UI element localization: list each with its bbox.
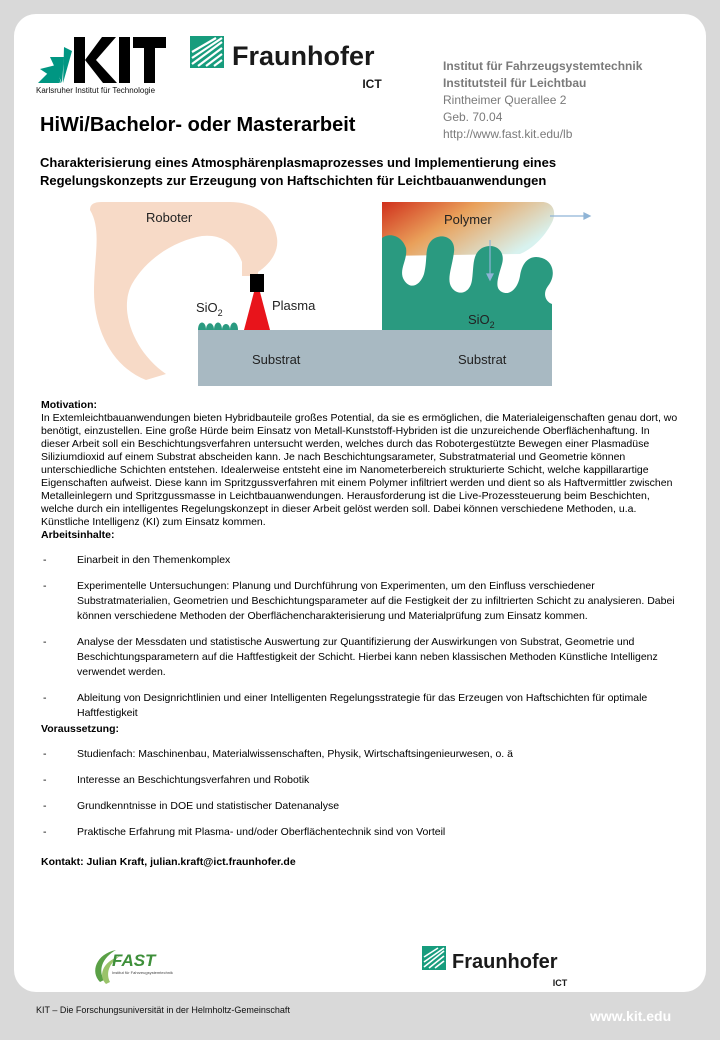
page-title: HiWi/Bachelor- oder Masterarbeit [40, 114, 356, 136]
plasma-nozzle [250, 274, 264, 292]
fast-logo [86, 942, 176, 988]
kit-subtitle: Karlsruher Institut für Technologie [36, 86, 156, 95]
fraunhofer-logo-bottom [422, 946, 582, 992]
sio2-sub-left: 2 [217, 308, 223, 318]
contact-line[interactable]: Kontakt: Julian Kraft, julian.kraft@ict.fraunhofer.de [41, 856, 296, 868]
address-line-street: Rintheimer Querallee 2 [443, 93, 567, 107]
polymer-label: Polymer [444, 212, 492, 227]
footer-tagline: KIT – Die Forschungsuniversität in der Helmholtz-Gemeinschaft [36, 1005, 290, 1015]
list-item: - Analyse der Messdaten und statistische Auswertung zur Quantifizierung der Auswirkungen von Substrat, Geometrie und Beschichtungsparametern auf die Haftfestigkeit der Schicht. Hierbei kann neben klassischen Methoden Künstliche Intelligenz verwendet werden. [41, 635, 681, 680]
list-item: - Studienfach: Maschinenbau, Materialwissenschaften, Physik, Wirtschaftsingenieurwesen, o. ä [41, 747, 681, 762]
address-line-institute: Institut für Fahrzeugsystemtechnik [443, 59, 643, 73]
substrate-label-right: Substrat [458, 352, 507, 367]
robot-label: Roboter [146, 210, 193, 225]
institute-address [443, 58, 642, 143]
address-line-url[interactable]: http://www.fast.kit.edu/lb [443, 127, 573, 141]
list-item: - Experimentelle Untersuchungen: Planung und Durchführung von Experimenten, um den Einfluss verschiedener Substratmaterialien, Geometrien und Beschichtungsparameter auf die Festigkeit der zu infiltrierten Schicht zu analysieren. Dabei können verschiedene Methoden der Oberflächencharakterisierung und Materialprüfung zum Einsatz kommen. [41, 579, 681, 624]
list-item: - Einarbeit in den Themenkomplex [41, 553, 681, 568]
fast-name: FAST [112, 951, 156, 970]
fraunhofer-unit: ICT [362, 77, 382, 91]
fraunhofer-name: Fraunhofer [232, 41, 375, 71]
list-item: - Grundkenntnisse in DOE und statistischer Datenanalyse [41, 799, 681, 814]
sio2-coating-left [198, 323, 238, 331]
fraunhofer-name-bottom: Fraunhofer [452, 951, 558, 973]
sio2-text-right: SiO [468, 312, 490, 327]
fast-sub: Institut für Fahrzeugsystemtechnik [112, 970, 173, 975]
sio2-text-left: SiO [196, 300, 218, 315]
work-list [41, 553, 681, 721]
motivation-heading: Motivation: [41, 399, 97, 411]
motivation-text: In Extemleichtbauanwendungen bieten Hybridbauteile großes Potential, da sie es ermöglichen, die Materialeigenschaften genau dort, wo benötigt, einzustellen. Eine große Hürde beim Einsatz von Metall-Kunststoff-Hybriden ist die unzureichende Oberflächenhaftung. In dieser Arbeit soll ein Beschichtungsverfahren untersucht werden, welches durch das Robotergestützte Bewegen einer Plasmadüse Siliziumdioxid auf einem Substrat abscheiden kann. Je nach Beschichtungsarameter, Substratmaterial und Geometrie können unterschiedliche Schichten entstehen. Idealerweise entsteht eine im Nanometerbereich strukturierte Schicht, welche kappillarartige Eigenschaften aufweist. Diese kann im Spritzgussverfahren mit einem Polymer infiltriert werden und dient so als Haftvermittler zwischen Metalleinlegern und Spritzgussmasse in Leichtbauanwendungen. Herausforderung ist die Live-Prozessteuerung beim Beschichten, welche durch ein intelligentes Regelungskonzept in dieser Arbeit gelöst werden soll. Dabei können verschiedene Methoden, u.a. Künstliche Intelligenz (KI) zum Einsatz kommen. [41, 412, 678, 528]
plasma-label: Plasma [272, 298, 316, 313]
list-item: - Praktische Erfahrung mit Plasma- und/oder Oberflächentechnik sind von Vorteil [41, 825, 681, 840]
plasma-jet [244, 292, 270, 330]
fraunhofer-unit-bottom: ICT [552, 978, 568, 988]
list-item: - Ableitung von Designrichtlinien und einer Intelligenten Regelungsstrategie für das Erzeugen von Haftschichten für optimale Haftfestigkeit [41, 691, 681, 721]
address-line-department: Institutsteil für Leichtbau [443, 76, 587, 90]
sio2-sub-right: 2 [489, 320, 495, 330]
footer-website[interactable]: www.kit.edu [590, 1008, 672, 1024]
sio2-label-left [196, 300, 223, 318]
flow-arrow-right-head [584, 213, 590, 219]
body-text [41, 399, 681, 869]
address-line-building: Geb. 70.04 [443, 110, 503, 124]
fraunhofer-logo [190, 36, 400, 96]
process-figure [80, 196, 600, 392]
requirements-heading: Voraussetzung: [41, 723, 119, 735]
page-subtitle: Charakterisierung eines Atmosphärenplasmaprozesses und Implementierung eines Regelungskonzepts zur Erzeugung von Haftschichten für Leichtbauanwendungen [40, 155, 557, 188]
list-item: - Interesse an Beschichtungsverfahren und Robotik [41, 773, 681, 788]
requirements-list [41, 747, 681, 840]
substrate-label-left: Substrat [252, 352, 301, 367]
work-heading: Arbeitsinhalte: [41, 529, 115, 541]
polymer-layer [382, 202, 554, 256]
